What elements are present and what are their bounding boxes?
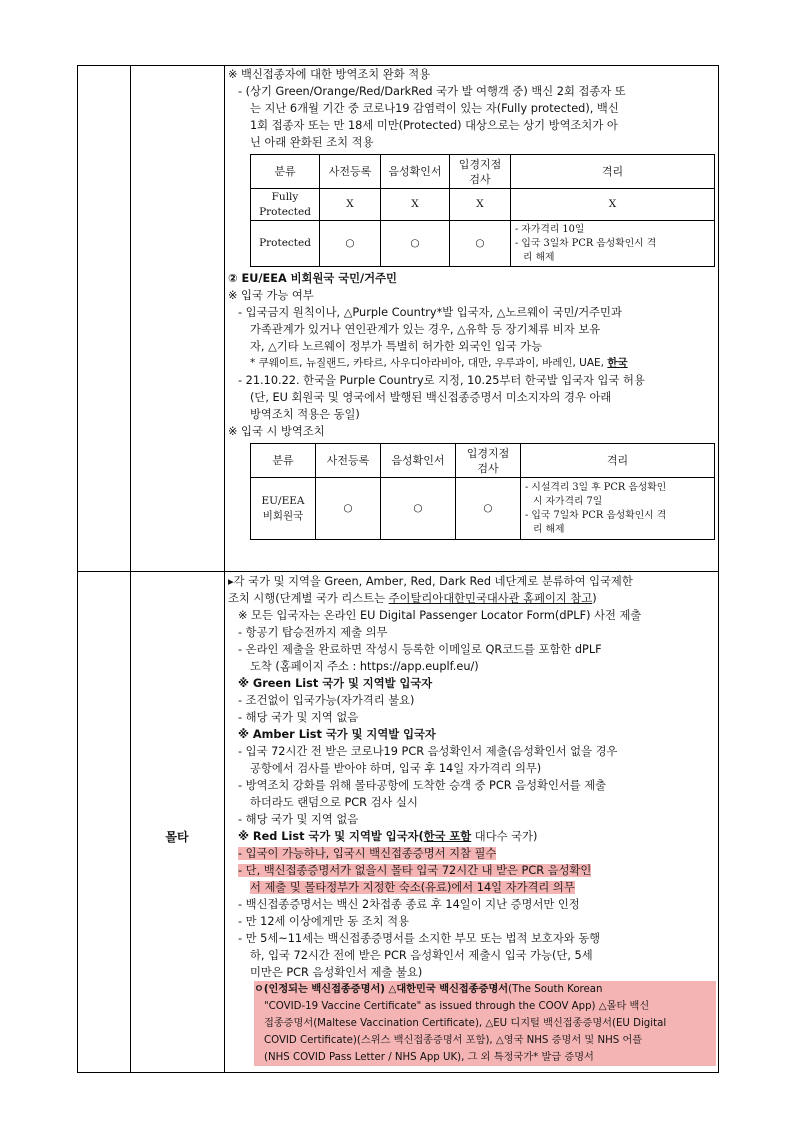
red-line: 미만은 PCR 음성확인서 제출 불요)	[250, 966, 423, 979]
green-line: - 조건없이 입국가능(자가격리 불요)	[238, 694, 415, 707]
green-heading: ※ Green List 국가 및 지역발 입국자	[238, 677, 433, 690]
cell-value: ○	[456, 478, 521, 540]
purple-line: - 21.10.22. 한국을 Purple Country로 지정, 10.25부터 한국발 입국자 입국 허용	[238, 374, 645, 387]
red-line-highlight: - 입국이 가능하나, 입국시 백신접종증명서 지참 필수	[238, 847, 497, 860]
cell-quarantine	[521, 478, 715, 540]
vaccine-line: 는 지난 6개월 기간 중 코로나19 감염력이 있는 자(Fully protected), 백신	[250, 102, 619, 115]
entry-line: - 입국금지 원칙이나, △Purple Country*발 입국자, △노르웨이 국민/거주민과	[238, 306, 622, 319]
purple-line: (단, EU 회원국 및 영국에서 발행된 백신접종증명서 미소지자의 경우 아래	[250, 391, 612, 404]
th-category: 분류	[251, 444, 316, 478]
cert-line: COVID Certificate)(스위스 백신접종증명서 포함), △영국 NHS 증명서 및 NHS 어플	[264, 1035, 643, 1046]
cell-value: X	[320, 189, 381, 221]
cert-line: 접종증명서(Maltese Vaccination Certificate), △EU 디지털 백신접종증명서(EU Digital	[264, 1018, 667, 1029]
certificate-box	[254, 981, 716, 1066]
cell-value: ○	[316, 478, 381, 540]
iso-line: - 입국 3일차 PCR 음성확인시 격	[515, 237, 657, 249]
korea-highlight: 한국	[607, 357, 628, 369]
column-divider	[224, 66, 225, 1072]
cell-quarantine	[511, 221, 715, 267]
cell-value: X	[511, 189, 715, 221]
embassy-link[interactable]: 주이탈리아대한민국대사관 홈페이지 참고	[388, 592, 593, 605]
th-preregister: 사전등록	[316, 444, 381, 478]
measures-table	[250, 443, 715, 540]
iso-line: 리 해제	[533, 523, 565, 535]
red-line-highlight: - 단, 백신접종증명서가 없을시 몰타 입국 72시간 내 받은 PCR 음성확인	[238, 864, 592, 877]
dplf-line: - 항공기 탑승전까지 제출 의무	[238, 626, 388, 639]
purple-line: 방역조치 적용은 동일)	[250, 408, 360, 421]
intro-text: 조치 시행(단계별 국가 리스트는	[228, 592, 389, 605]
iso-line: 리 해제	[523, 251, 555, 263]
cell-value: ○	[381, 221, 450, 267]
row1-content	[226, 66, 716, 540]
iso-line: 시 자가격리 7일	[533, 495, 603, 507]
intro-line	[226, 590, 716, 607]
intro-text: )	[592, 592, 597, 605]
cell-value: ○	[381, 478, 456, 540]
vaccine-table	[250, 154, 715, 267]
th-preregister: 사전등록	[320, 155, 381, 189]
red-line-highlight: 서 제출 및 몰타정부가 지정한 숙소(유료)에서 14일 자가격리 의무	[250, 881, 575, 894]
th-border-test: 입경지점 검사	[456, 444, 521, 478]
amber-line: - 입국 72시간 전 받은 코로나19 PCR 음성확인서 제출(음성확인서 없을 경우	[238, 745, 618, 758]
amber-line: - 해당 국가 및 지역 없음	[238, 813, 359, 826]
korea-highlight: 한국 포함	[423, 830, 472, 843]
cell-category: Fully Protected	[251, 189, 320, 221]
th-quarantine: 격리	[521, 444, 715, 478]
amber-line: 하더라도 랜덤으로 PCR 검사 실시	[250, 796, 418, 809]
green-line: - 해당 국가 및 지역 없음	[238, 711, 359, 724]
th-quarantine: 격리	[511, 155, 715, 189]
cert-line: (NHS COVID Pass Letter / NHS App UK), 그 외 특정국가* 발급 증명서	[264, 1052, 594, 1063]
th-border-test: 입경지점 검사	[450, 155, 511, 189]
th-negative-cert: 음성확인서	[381, 444, 456, 478]
cell-value: ○	[450, 221, 511, 267]
dplf-line: 도착 (홈페이지 주소 : https://app.euplf.eu/)	[250, 660, 479, 673]
amber-heading: ※ Amber List 국가 및 지역발 입국자	[238, 728, 436, 741]
dplf-line: - 온라인 제출을 완료하면 작성시 등록한 이메일로 QR코드를 포함한 dPLF	[238, 643, 602, 656]
amber-line: - 방역조치 강화를 위해 몰타공항에 도착한 승객 중 PCR 음성확인서를 제출	[238, 779, 607, 792]
vaccine-line: - (상기 Green/Orange/Red/DarkRed 국가 발 여행객 중) 백신 2회 접종자 또	[238, 85, 626, 98]
vaccine-line: 1회 접종자 또는 만 18세 미만(Protected) 대상으로는 상기 방역조치가 아	[250, 119, 618, 132]
section-heading-noneu: ② EU/EEA 비회원국 국민/거주민	[228, 272, 397, 285]
entry-line: 가족관계가 있거나 연인관계가 있는 경우, △유학 등 장기체류 비자 보유	[250, 323, 601, 336]
cell-value: X	[450, 189, 511, 221]
red-heading: ※ Red List 국가 및 지역발 입국자(한국 포함 대다수 국가)	[238, 830, 538, 843]
row-divider	[78, 571, 718, 572]
th-category: 분류	[251, 155, 320, 189]
vaccine-heading: ※ 백신접종자에 대한 방역조치 완화 적용	[228, 68, 431, 81]
cell-value: X	[381, 189, 450, 221]
cell-category: EU/EEA 비회원국	[251, 478, 316, 540]
amber-line: 공항에서 검사를 받아야 하며, 입국 후 14일 자가격리 의무)	[250, 762, 542, 775]
entry-line: 자, △기타 노르웨이 정부가 특별히 허가한 외국인 입국 가능	[250, 340, 543, 353]
red-line: - 만 12세 이상에게만 동 조치 적용	[238, 915, 409, 928]
countries-text: * 쿠웨이트, 뉴질랜드, 카타르, 사우디아라비아, 대만, 우루과이, 바레인, UAE,	[250, 357, 605, 369]
iso-line: - 자가격리 10일	[515, 223, 585, 235]
cert-line: "COVID-19 Vaccine Certificate" as issued through the COOV App) △몰타 백신	[264, 1001, 650, 1012]
cell-value: ○	[320, 221, 381, 267]
vaccine-line: 닌 아래 완화된 조치 적용	[250, 136, 374, 149]
th-negative-cert: 음성확인서	[381, 155, 450, 189]
countries-line	[226, 355, 716, 372]
cert-line: ㅇ(인정되는 백신접종증명서) △대한민국 백신접종증명서(The South Korean	[254, 984, 603, 995]
column-divider	[130, 66, 131, 1072]
red-line: - 백신접종증명서는 백신 2차접종 종료 후 14일이 지난 증명서만 인정	[238, 898, 580, 911]
entry-heading: ※ 입국 가능 여부	[228, 289, 314, 302]
cell-category: Protected	[251, 221, 320, 267]
dplf-heading: ※ 모든 입국자는 온라인 EU Digital Passenger Locator Form(dPLF) 사전 제출	[238, 609, 642, 622]
measures-heading: ※ 입국 시 방역조치	[228, 425, 325, 438]
country-label: 몰타	[165, 830, 189, 844]
intro-line: ▸각 국가 및 지역을 Green, Amber, Red, Dark Red 네단계로 분류하여 입국제한	[228, 575, 633, 588]
row2-content	[226, 573, 716, 1066]
red-line: - 만 5세~11세는 백신접종증명서를 소지한 부모 또는 법적 보호자와 동행	[238, 932, 601, 945]
red-line: 하, 입국 72시간 전에 받은 PCR 음성확인서 제출시 입국 가능(단, 5세	[250, 949, 593, 962]
iso-line: - 입국 7일차 PCR 음성확인시 격	[525, 509, 667, 521]
iso-line: - 시설격리 3일 후 PCR 음성확인	[525, 481, 667, 493]
